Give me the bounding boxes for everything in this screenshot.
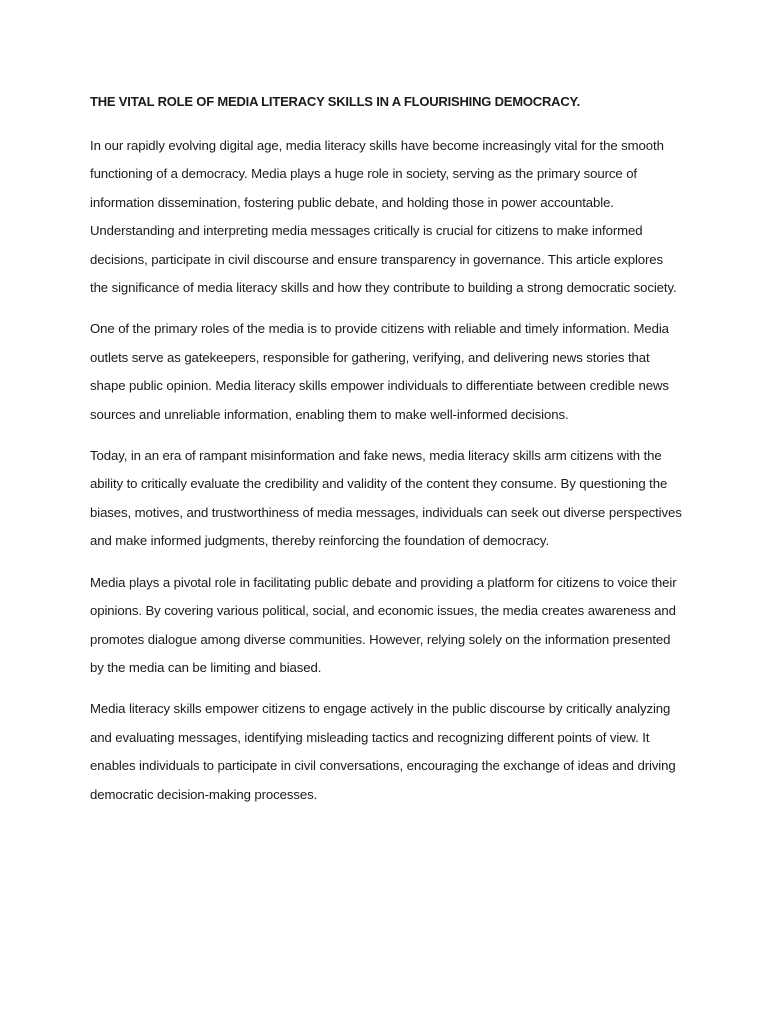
paragraph-intro: In our rapidly evolving digital age, media literacy skills have become increasingly vital for the smooth functioning of a democracy. Media plays a huge role in society, serving as the primary source of information dissemination, fostering public debate, and holding those in power accountable. Understanding and interpreting media messages critically is crucial for citizens to make informed decisions, participate in civil discourse and ensure transparency in governance. This article explores the significance of media literacy skills and how they contribute to building a strong democratic society. bbox=[90, 138, 677, 296]
paragraph-civil-discourse: Media literacy skills empower citizens to engage actively in the public discourse by critically analyzing and evaluating messages, identifying misleading tactics and recognizing different points of view. It enables individuals to participate in civil conversations, encouraging the exchange of ideas and driving democratic decision-making processes. bbox=[90, 701, 676, 802]
paragraph-reliable-information: One of the primary roles of the media is to provide citizens with reliable and timely information. Media outlets serve as gatekeepers, responsible for gathering, verifying, and delivering news stories that shape public opinion. Media literacy skills empower individuals to differentiate between credible news sources and unreliable information, enabling them to make well-informed decisions. bbox=[90, 321, 669, 422]
paragraph-public-debate: Media plays a pivotal role in facilitating public debate and providing a platform for citizens to voice their opinions. By covering various political, social, and economic issues, the media creates awareness and promotes dialogue among diverse communities. However, relying solely on the information presented by the media can be limiting and biased. bbox=[90, 574, 677, 675]
document-body bbox=[90, 92, 682, 822]
paragraph-misinformation: Today, in an era of rampant misinformation and fake news, media literacy skills arm citizens with the ability to critically evaluate the credibility and validity of the content they consume. By questioning the biases, motives, and trustworthiness of media messages, individuals can seek out diverse perspectives and make informed judgments, thereby reinforcing the foundation of democracy. bbox=[90, 448, 682, 549]
document-title: THE VITAL ROLE OF MEDIA LITERACY SKILLS IN A FLOURISHING DEMOCRACY. bbox=[90, 94, 581, 109]
